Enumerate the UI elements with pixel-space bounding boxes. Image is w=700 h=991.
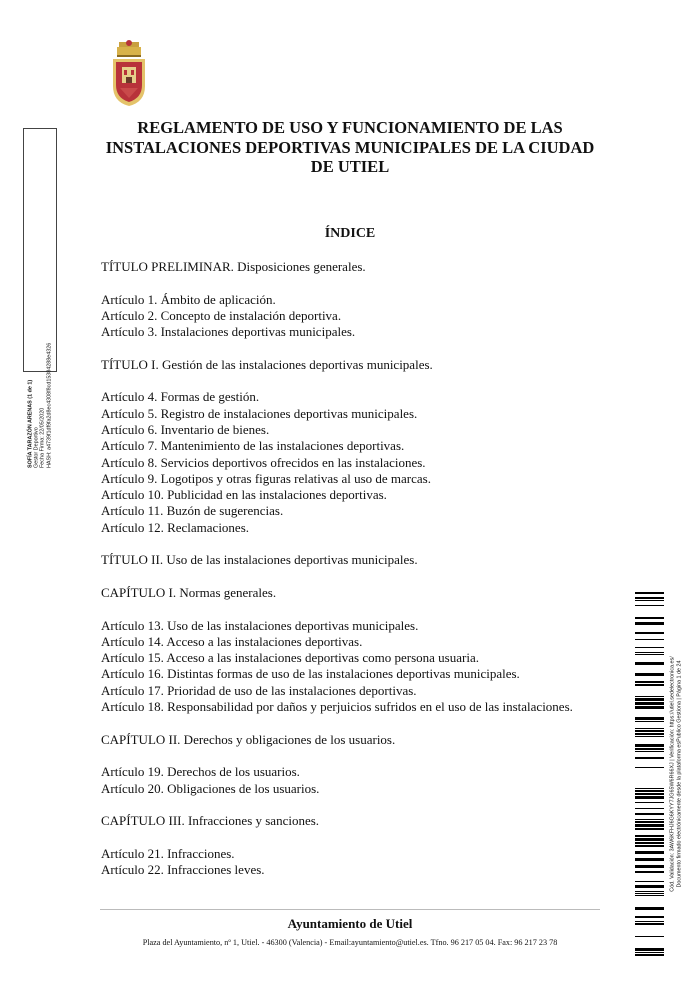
toc-entry: CAPÍTULO I. Normas generales. (101, 584, 277, 600)
table-of-contents (101, 259, 600, 878)
toc-entry: TÍTULO II. Uso de las instalaciones deportivas municipales. (101, 552, 418, 568)
toc-entry: Artículo 7. Mantenimiento de las instalaciones deportivas. (101, 438, 405, 454)
toc-entry: Artículo 16. Distintas formas de uso de las instalaciones deportivas municipales. (101, 666, 520, 682)
signature-stamp (23, 128, 57, 468)
toc-entry: Artículo 21. Infracciones. (101, 845, 235, 861)
verification-text (666, 592, 686, 956)
city-crest-icon (108, 40, 150, 108)
toc-entry: Artículo 12. Reclamaciones. (101, 519, 250, 535)
toc-entry: Artículo 10. Publicidad en las instalaciones deportivas. (101, 487, 387, 503)
verification-code: Cód. Validación: 3AW6KFHJ6G6KYY7JG65W6R66XJ | Verificación: https://utiel.sedelectronica.es/ (669, 656, 676, 892)
barcode-icon (635, 592, 664, 956)
footer-address: Plaza del Ayuntamiento, nº 1, Utiel. - 46300 (Valencia) - Email:ayuntamiento@utiel.es. Tfno. 96 217 05 04. Fax: 96 217 23 78 (142, 938, 558, 947)
signature-hash: HASH: a4739f1df9fa2d8ec4308f8cd15384288e4326 (46, 342, 53, 468)
verification-platform: Documento firmado electrónicamente desde la plataforma esPublico Gestiona | Página 1 de 24 (676, 660, 682, 888)
title-line: INSTALACIONES DEPORTIVAS MUNICIPALES DE LA CIUDAD (105, 137, 595, 157)
toc-entry: TÍTULO I. Gestión de las instalaciones deportivas municipales. (101, 356, 433, 372)
toc-entry: Artículo 2. Concepto de instalación deportiva. (101, 307, 342, 323)
toc-entry: Artículo 1. Ámbito de aplicación. (101, 291, 276, 307)
toc-entry: Artículo 3. Instalaciones deportivas municipales. (101, 324, 356, 340)
footer-divider (100, 909, 600, 910)
toc-entry: Artículo 9. Logotipos y otras figuras relativas al uso de marcas. (101, 470, 431, 486)
toc-entry: Artículo 5. Registro de instalaciones deportivas municipales. (101, 405, 418, 421)
toc-entry: CAPÍTULO II. Derechos y obligaciones de los usuarios. (101, 731, 396, 747)
toc-entry: CAPÍTULO III. Infracciones y sanciones. (101, 813, 320, 829)
toc-entry: Artículo 13. Uso de las instalaciones deportivas municipales. (101, 617, 419, 633)
toc-entry: Artículo 8. Servicios deportivos ofrecidos en las instalaciones. (101, 454, 426, 470)
toc-entry: Artículo 22. Infracciones leves. (101, 861, 265, 877)
title-line: REGLAMENTO DE USO Y FUNCIONAMIENTO DE LAS (137, 118, 563, 137)
toc-entry: Artículo 18. Responsabilidad por daños y perjuicios sufridos en el uso de las instalaciones. (101, 699, 573, 715)
toc-entry: Artículo 11. Buzón de sugerencias. (101, 503, 284, 519)
toc-entry: Artículo 17. Prioridad de uso de las instalaciones deportivas. (101, 682, 417, 698)
signer-name: SOFÍA TARAZÓN ARENAS (1 de 1) (27, 379, 34, 468)
toc-entry: Artículo 6. Inventario de bienes. (101, 421, 270, 437)
toc-entry: TÍTULO PRELIMINAR. Disposiciones generales. (101, 259, 366, 274)
toc-entry: Artículo 19. Derechos de los usuarios. (101, 764, 300, 780)
signer-role: Gestor Deportivo (33, 427, 40, 468)
title-line: DE UTIEL (310, 157, 390, 176)
signature-date: Fecha Firma: 22/05/2020 (40, 407, 46, 468)
toc-entry: Artículo 20. Obligaciones de los usuarios. (101, 780, 320, 796)
footer-organization: Ayuntamiento de Utiel (287, 916, 413, 931)
toc-entry: Artículo 4. Formas de gestión. (101, 389, 260, 405)
toc-entry: Artículo 15. Acceso a las instalaciones deportivas como persona usuaria. (101, 650, 479, 666)
index-heading: ÍNDICE (324, 226, 376, 241)
toc-entry: Artículo 14. Acceso a las instalaciones deportivas. (101, 633, 363, 649)
document-title (100, 118, 600, 177)
